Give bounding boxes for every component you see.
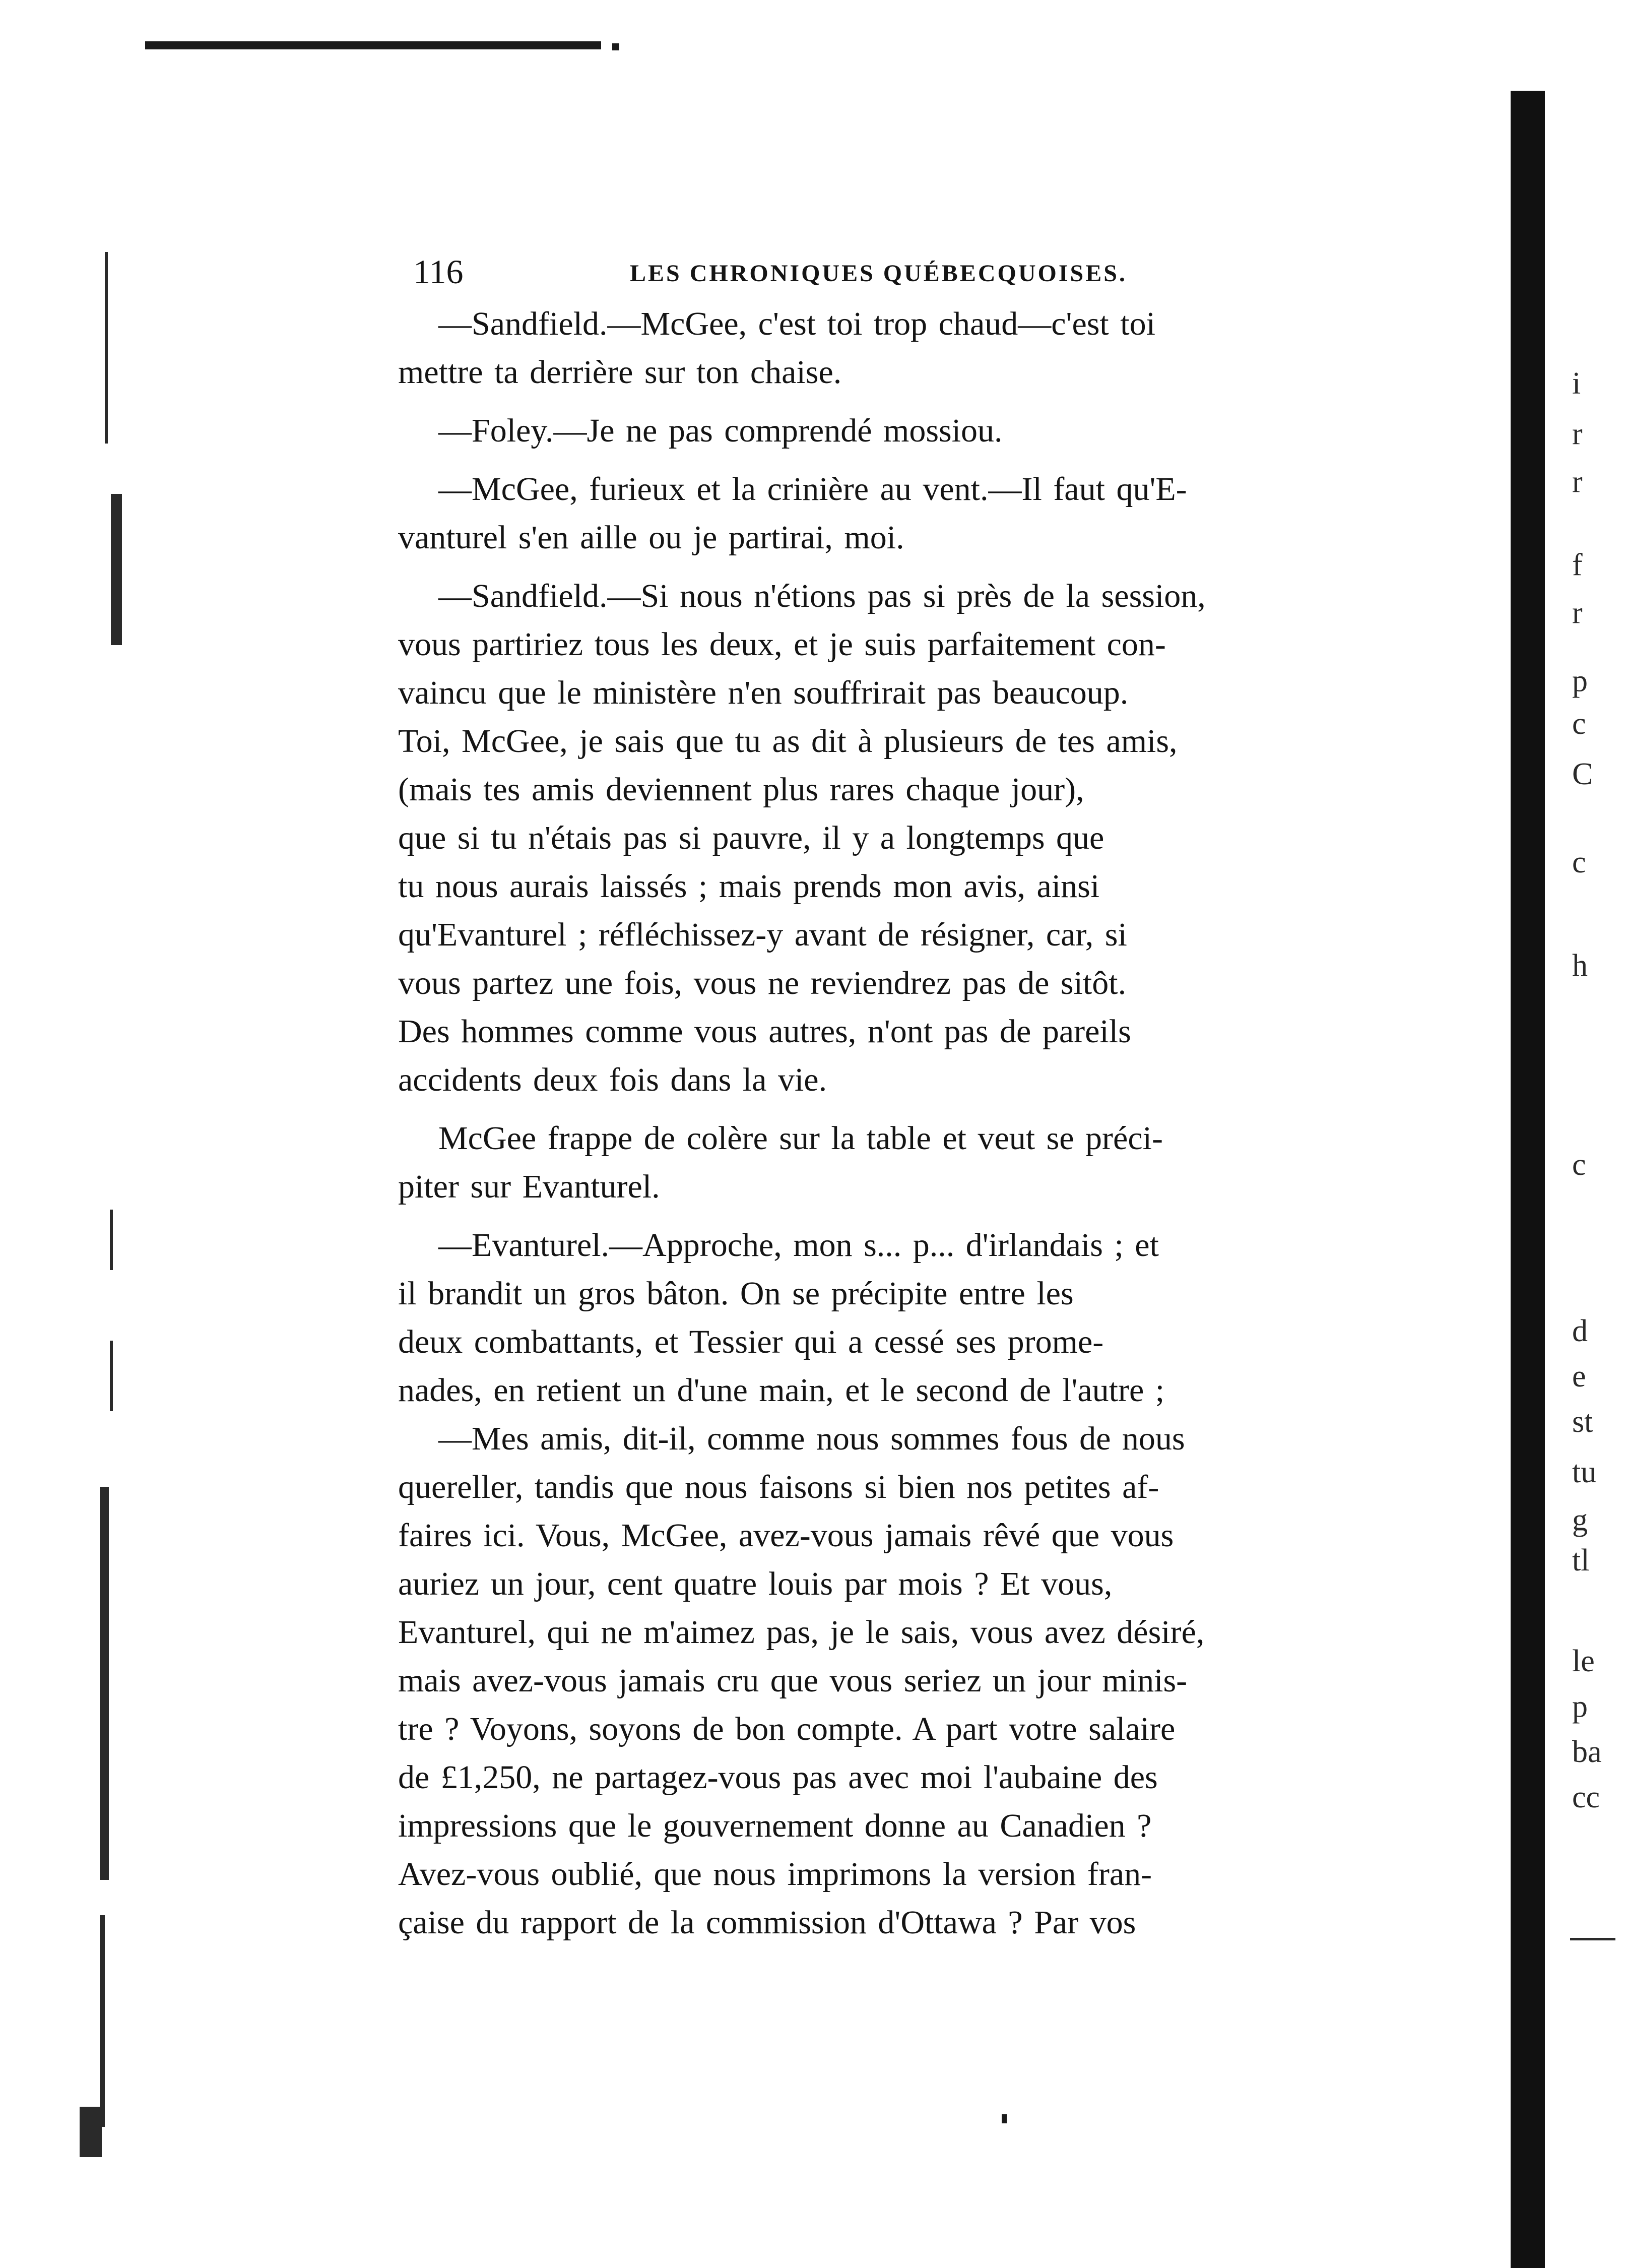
text-line: il brandit un gros bâton. On se précipite entre les (398, 1275, 1074, 1312)
text-line: Avez-vous oublié, que nous imprimons la version fran- (398, 1856, 1152, 1893)
facing-page-fragment: C (1572, 757, 1593, 791)
facing-page-fragment: cc (1572, 1780, 1600, 1814)
margin-mark (111, 494, 122, 645)
text-line: tu nous aurais laissés ; mais prends mon avis, ainsi (398, 868, 1100, 905)
text-line: faires ici. Vous, McGee, avez-vous jamais rêvé que vous (398, 1517, 1174, 1554)
text-line: Evanturel, qui ne m'aimez pas, je le sais, vous avez désiré, (398, 1614, 1205, 1651)
paragraph-foley (398, 407, 1426, 455)
text-line: impressions que le gouvernement donne au Canadien ? (398, 1807, 1152, 1844)
text-line: —Sandfield.—McGee, c'est toi trop chaud—c'est toi (438, 305, 1155, 342)
facing-page-fragment: e (1572, 1359, 1586, 1394)
facing-page-fragment: tu (1572, 1455, 1597, 1489)
text-line: (mais tes amis deviennent plus rares chaque jour), (398, 771, 1084, 808)
page-number: 116 (413, 253, 464, 291)
paragraph-tessier (398, 1415, 1426, 1947)
facing-page-rule (1570, 1938, 1615, 1940)
facing-page-fragment: d (1572, 1314, 1588, 1348)
margin-mark (80, 2107, 102, 2157)
text-line: tre ? Voyons, soyons de bon compte. A part votre salaire (398, 1711, 1176, 1747)
text-line: accidents deux fois dans la vie. (398, 1061, 827, 1098)
margin-mark (110, 1210, 113, 1270)
facing-page-fragment: le (1572, 1644, 1595, 1678)
running-title: LES CHRONIQUES QUÉBECQUOISES. (630, 260, 1127, 287)
text-line: nades, en retient un d'une main, et le second de l'autre ; (398, 1372, 1165, 1409)
text-line: de £1,250, ne partagez-vous pas avec moi l'aubaine des (398, 1759, 1158, 1796)
margin-mark (105, 252, 108, 444)
facing-page-fragment: p (1572, 1689, 1588, 1724)
text-line: —Mes amis, dit-il, comme nous sommes fous de nous (438, 1420, 1185, 1457)
facing-page-fragment: tl (1572, 1543, 1590, 1578)
text-line: quereller, tandis que nous faisons si bien nos petites af- (398, 1469, 1159, 1505)
paragraph-sandfield-2 (398, 572, 1426, 1104)
facing-page-fragment: r (1572, 596, 1583, 630)
text-line: çaise du rapport de la commission d'Ottawa ? Par vos (398, 1904, 1136, 1941)
text-line: Toi, McGee, je sais que tu as dit à plusieurs de tes amis, (398, 723, 1178, 760)
facing-page-fragment: p (1572, 664, 1588, 698)
paragraph-sandfield-1 (398, 300, 1426, 397)
scan-top-dot (612, 43, 619, 50)
text-line: Des hommes comme vous autres, n'ont pas de pareils (398, 1013, 1131, 1050)
text-line: McGee frappe de colère sur la table et veut se préci- (438, 1120, 1163, 1157)
text-line: que si tu n'étais pas si pauvre, il y a longtemps que (398, 820, 1104, 856)
book-page (398, 255, 1426, 1947)
facing-page-fragment: r (1572, 417, 1583, 451)
text-line: mettre ta derrière sur ton chaise. (398, 354, 842, 391)
scan-binding-shadow (1511, 91, 1545, 2268)
text-line: —Evanturel.—Approche, mon s... p... d'irlandais ; et (438, 1227, 1159, 1264)
text-line: vaincu que le ministère n'en souffrirait pas beaucoup. (398, 674, 1129, 711)
text-line: piter sur Evanturel. (398, 1168, 660, 1205)
facing-page-edge (1545, 91, 1626, 2268)
scan-left-margin-marks (64, 252, 120, 2157)
text-line: —Foley.—Je ne pas comprendé mossiou. (438, 412, 1003, 449)
margin-mark (100, 1487, 109, 1880)
facing-page-fragment: st (1572, 1405, 1593, 1439)
paragraph-mcgee-1 (398, 465, 1426, 562)
facing-page-fragment: i (1572, 366, 1581, 401)
facing-page-fragment: g (1572, 1503, 1588, 1537)
facing-page-fragment: c (1572, 707, 1586, 741)
paragraph-mcgee-2 (398, 1114, 1426, 1211)
text-line: deux combattants, et Tessier qui a cessé ses prome- (398, 1324, 1104, 1360)
facing-page-fragment: r (1572, 465, 1583, 499)
facing-page-fragment: h (1572, 949, 1588, 983)
text-line: auriez un jour, cent quatre louis par mois ? Et vous, (398, 1565, 1113, 1602)
text-line: mais avez-vous jamais cru que vous seriez un jour minis- (398, 1662, 1188, 1699)
margin-mark (110, 1341, 113, 1411)
text-line: —McGee, furieux et la crinière au vent.—Il faut qu'E- (438, 471, 1187, 508)
facing-page-fragment: c (1572, 1148, 1586, 1182)
margin-mark (100, 1915, 105, 2127)
text-line: qu'Evanturel ; réfléchissez-y avant de résigner, car, si (398, 916, 1127, 953)
scan-bottom-mark (1002, 2114, 1007, 2123)
text-line: vous partiriez tous les deux, et je suis parfaitement con- (398, 626, 1166, 663)
running-head (398, 255, 1426, 300)
paragraph-evanturel (398, 1221, 1426, 1415)
text-line: vous partez une fois, vous ne reviendrez pas de sitôt. (398, 965, 1127, 1001)
facing-page-fragment: c (1572, 845, 1586, 879)
text-line: —Sandfield.—Si nous n'étions pas si près de la session, (438, 578, 1206, 614)
scan-top-rule (145, 41, 601, 49)
facing-page-fragment: ba (1572, 1735, 1602, 1769)
facing-page-fragment: f (1572, 548, 1583, 582)
text-line: vanturel s'en aille ou je partirai, moi. (398, 519, 904, 556)
